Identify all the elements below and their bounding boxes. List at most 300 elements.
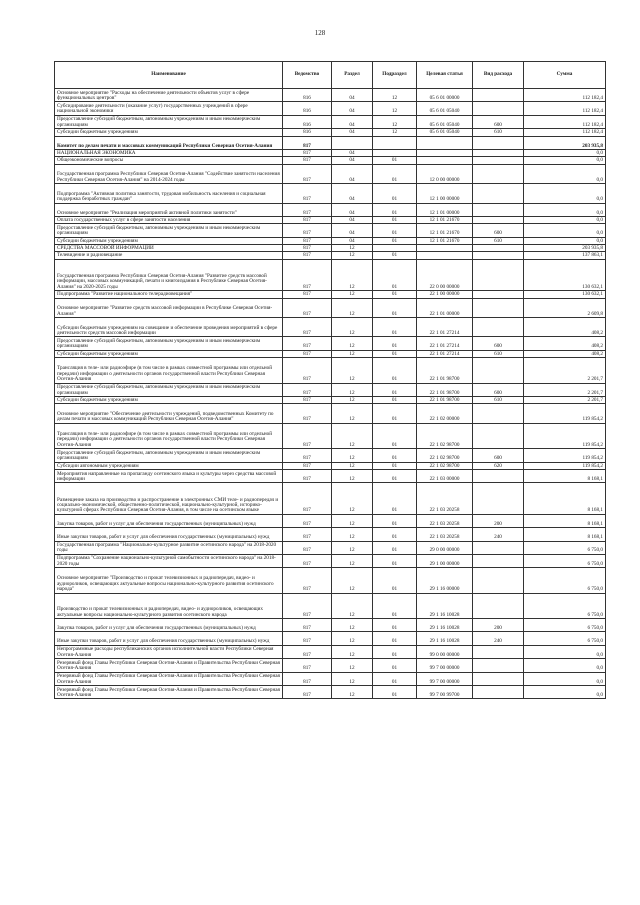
cell-name: Предоставление субсидий бюджетным, автономным учреждениям и иным некоммерческим организациям [55, 449, 283, 462]
cell-sum: 0,0 [524, 645, 606, 658]
cell-target: 12 1 01 21670 [417, 216, 473, 223]
cell-section: 04 [332, 224, 373, 237]
cell-subsection: 01 [373, 252, 417, 259]
cell-expense [473, 216, 524, 223]
cell-name: Субсидирование деятельности (оказание услуг) государственных учреждений в сфере национальной экономики [55, 102, 283, 115]
cell-expense [473, 686, 524, 699]
table-row [55, 136, 606, 149]
cell-expense: 200 [473, 619, 524, 632]
cell-dept: 817 [283, 216, 332, 223]
cell-subsection: 01 [373, 483, 417, 514]
cell-name: Телевидение и радиовещание [55, 252, 283, 259]
cell-name: Резервный фонд Главы Республики Северная Осетия-Алания и Правительства Республики Северная Осетия-Алания [55, 672, 283, 685]
budget-table [54, 61, 606, 699]
cell-section: 12 [332, 659, 373, 672]
cell-dept: 817 [283, 237, 332, 244]
cell-expense [473, 252, 524, 259]
cell-dept: 817 [283, 686, 332, 699]
cell-sum: 0,0 [524, 216, 606, 223]
cell-sum: 2 201,7 [524, 383, 606, 396]
cell-target: 22 1 03 00000 [417, 469, 473, 482]
table-row [55, 203, 606, 216]
table-row [55, 89, 606, 102]
cell-target [417, 252, 473, 259]
cell-expense: 600 [473, 383, 524, 396]
cell-section: 12 [332, 593, 373, 618]
cell-expense: 600 [473, 337, 524, 350]
cell-subsection: 01 [373, 593, 417, 618]
cell-section: 12 [332, 469, 373, 482]
cell-section: 12 [332, 528, 373, 541]
cell-sum: 119 854,2 [524, 462, 606, 469]
cell-subsection: 01 [373, 619, 417, 632]
cell-section: 12 [332, 337, 373, 350]
cell-dept: 817 [283, 632, 332, 645]
cell-expense [473, 483, 524, 514]
cell-subsection: 01 [373, 318, 417, 337]
cell-expense [473, 358, 524, 383]
cell-name: Иные закупки товаров, работ и услуг для обеспечения государственных (муниципальных) нужд [55, 528, 283, 541]
cell-subsection: 01 [373, 216, 417, 223]
cell-subsection [373, 245, 417, 252]
cell-sum: 0,0 [524, 224, 606, 237]
cell-expense: 240 [473, 632, 524, 645]
cell-expense: 240 [473, 528, 524, 541]
cell-dept: 817 [283, 568, 332, 593]
table-row [55, 423, 606, 448]
cell-target: 22 1 02 98700 [417, 449, 473, 462]
table-row [55, 350, 606, 357]
cell-subsection: 01 [373, 396, 417, 403]
table-row [55, 514, 606, 527]
cell-subsection [373, 136, 417, 149]
cell-section: 04 [332, 157, 373, 164]
cell-target: 29 1 16 00000 [417, 568, 473, 593]
cell-name: Основное мероприятие "Реализация мероприятий активной политики занятости" [55, 203, 283, 216]
cell-name: Субсидии бюджетным учреждениям на совещание и обеспечение проведения мероприятий в сфере деятельности средств массовой информации [55, 318, 283, 337]
cell-sum: 0,0 [524, 184, 606, 203]
cell-subsection: 01 [373, 554, 417, 567]
table-row [55, 358, 606, 383]
cell-expense [473, 298, 524, 317]
cell-dept: 817 [283, 483, 332, 514]
cell-name: Субсидии бюджетным учреждениям [55, 350, 283, 357]
cell-name: Основное мероприятие "Обеспечение деятельности учреждений, подведомственных Комитету по делам печати и массовых коммуникаций Республики Северная Осетия-Алания" [55, 404, 283, 423]
table-row [55, 469, 606, 482]
cell-dept: 817 [283, 541, 332, 554]
table-row [55, 462, 606, 469]
table-row [55, 593, 606, 618]
cell-dept: 817 [283, 291, 332, 298]
cell-subsection: 01 [373, 337, 417, 350]
cell-dept: 817 [283, 396, 332, 403]
cell-dept: 817 [283, 593, 332, 618]
cell-sum: 130 632,1 [524, 291, 606, 298]
cell-target: 22 1 01 98700 [417, 396, 473, 403]
table-row [55, 259, 606, 290]
cell-name: Основное мероприятие "Развитие средств массовой информации в Республике Северная Осетия-Алания" [55, 298, 283, 317]
cell-expense: 200 [473, 514, 524, 527]
header-target: Целевая статья [417, 62, 473, 89]
table-row [55, 216, 606, 223]
cell-section: 04 [332, 216, 373, 223]
cell-subsection: 01 [373, 528, 417, 541]
cell-expense [473, 404, 524, 423]
cell-dept: 817 [283, 514, 332, 527]
table-row [55, 383, 606, 396]
cell-dept: 816 [283, 89, 332, 102]
cell-name: Субсидии бюджетным учреждениям [55, 396, 283, 403]
cell-subsection: 01 [373, 157, 417, 164]
cell-section: 12 [332, 541, 373, 554]
cell-sum: 0,0 [524, 149, 606, 156]
cell-target: 99 7 00 00000 [417, 672, 473, 685]
table-row [55, 632, 606, 645]
cell-target: 22 1 01 27214 [417, 350, 473, 357]
cell-target: 22 1 03 20258 [417, 514, 473, 527]
cell-subsection: 01 [373, 164, 417, 183]
cell-dept: 817 [283, 619, 332, 632]
cell-dept: 817 [283, 318, 332, 337]
cell-subsection: 01 [373, 423, 417, 448]
cell-target: 22 1 03 20258 [417, 483, 473, 514]
cell-sum: 6 750,0 [524, 619, 606, 632]
cell-expense: 600 [473, 115, 524, 128]
cell-sum: 8 168,1 [524, 514, 606, 527]
cell-dept: 816 [283, 129, 332, 136]
cell-target: 12 1 01 21670 [417, 224, 473, 237]
cell-section: 12 [332, 396, 373, 403]
cell-sum: 8 168,1 [524, 483, 606, 514]
cell-expense: 600 [473, 224, 524, 237]
cell-expense [473, 541, 524, 554]
cell-sum: 203 935,8 [524, 136, 606, 149]
table-row [55, 237, 606, 244]
cell-name: Предоставление субсидий бюджетным, автономным учреждениям и иным некоммерческим организациям [55, 337, 283, 350]
cell-subsection: 01 [373, 514, 417, 527]
table-row [55, 291, 606, 298]
table-row [55, 568, 606, 593]
cell-expense [473, 659, 524, 672]
cell-dept: 817 [283, 528, 332, 541]
cell-section: 12 [332, 672, 373, 685]
cell-expense [473, 89, 524, 102]
table-row [55, 672, 606, 685]
table-row [55, 102, 606, 115]
cell-target: 99 7 00 00000 [417, 659, 473, 672]
cell-sum: 0,0 [524, 203, 606, 216]
cell-name: Подпрограмма "Развитие национального телерадиовещания" [55, 291, 283, 298]
cell-dept: 817 [283, 164, 332, 183]
cell-sum: 203 935,8 [524, 245, 606, 252]
table-row [55, 184, 606, 203]
cell-expense [473, 554, 524, 567]
cell-subsection: 01 [373, 659, 417, 672]
cell-target: 22 1 02 00000 [417, 404, 473, 423]
cell-dept: 817 [283, 404, 332, 423]
table-row [55, 541, 606, 554]
header-expense: Вид расхода [473, 62, 524, 89]
cell-subsection: 01 [373, 686, 417, 699]
cell-expense [473, 245, 524, 252]
cell-section: 12 [332, 449, 373, 462]
cell-target: 22 1 01 00000 [417, 298, 473, 317]
cell-name: НАЦИОНАЛЬНАЯ ЭКОНОМИКА [55, 149, 283, 156]
table-row [55, 115, 606, 128]
cell-sum: 2 201,7 [524, 358, 606, 383]
cell-sum: 6 750,0 [524, 568, 606, 593]
cell-expense [473, 102, 524, 115]
cell-expense [473, 318, 524, 337]
cell-target: 22 1 01 27214 [417, 318, 473, 337]
cell-section: 12 [332, 252, 373, 259]
header-section: Раздел [332, 62, 373, 89]
cell-section [332, 136, 373, 149]
cell-section: 12 [332, 568, 373, 593]
cell-name: Подпрограмма "Сохранение национально-культурной самобытности осетинского народа" на 2018-2020 годы [55, 554, 283, 567]
cell-subsection: 12 [373, 129, 417, 136]
table-row [55, 252, 606, 259]
header-subsection: Подраздел [373, 62, 417, 89]
cell-sum: 119 854,2 [524, 449, 606, 462]
cell-section: 12 [332, 645, 373, 658]
cell-sum: 112 182,4 [524, 129, 606, 136]
table-row [55, 224, 606, 237]
cell-section: 12 [332, 291, 373, 298]
cell-target: 29 1 00 00000 [417, 554, 473, 567]
cell-target: 05 6 01 05040 [417, 115, 473, 128]
cell-name: Субсидии автономным учреждениям [55, 462, 283, 469]
cell-section: 12 [332, 686, 373, 699]
cell-dept: 817 [283, 449, 332, 462]
cell-sum: 6 750,0 [524, 593, 606, 618]
cell-name: Производство и прокат телевизионных и радиопередач, видео- и аудиороликов, освещающих актуальные вопросы национально-культурного развития осетинского народа [55, 593, 283, 618]
cell-sum: 6 750,0 [524, 632, 606, 645]
cell-expense: 610 [473, 396, 524, 403]
cell-name: Предоставление субсидий бюджетным, автономным учреждениям и иным некоммерческим организациям [55, 115, 283, 128]
header-name: Наименование [55, 62, 283, 89]
cell-target: 99 7 00 99700 [417, 686, 473, 699]
cell-section: 04 [332, 184, 373, 203]
cell-subsection: 01 [373, 184, 417, 203]
cell-sum: 130 632,1 [524, 259, 606, 290]
header-dept: Ведомство [283, 62, 332, 89]
table-row [55, 686, 606, 699]
cell-dept: 817 [283, 645, 332, 658]
cell-target: 29 1 16 10028 [417, 593, 473, 618]
cell-sum: 112 182,4 [524, 115, 606, 128]
table-row [55, 396, 606, 403]
table-row [55, 337, 606, 350]
cell-name: Размещение заказа на производство и распространение в электронных СМИ теле- и радиопередач и социально-экономической, общественно-политической, национально-культурной, историко-культурной сферах Республики Северная Осетия-Алания, в том числе на осетинском языке [55, 483, 283, 514]
cell-dept: 817 [283, 136, 332, 149]
cell-dept: 817 [283, 462, 332, 469]
cell-expense [473, 469, 524, 482]
cell-subsection: 01 [373, 259, 417, 290]
cell-target: 05 6 01 05040 [417, 102, 473, 115]
cell-sum: 2 201,7 [524, 396, 606, 403]
cell-section: 04 [332, 164, 373, 183]
cell-expense [473, 672, 524, 685]
cell-section: 12 [332, 554, 373, 567]
cell-name: Комитет по делам печати и массовых коммуникаций Республики Северная Осетия-Алания [55, 136, 283, 149]
cell-dept: 817 [283, 337, 332, 350]
cell-subsection [373, 149, 417, 156]
cell-section: 12 [332, 423, 373, 448]
cell-sum: 0,0 [524, 672, 606, 685]
cell-section: 12 [332, 462, 373, 469]
cell-subsection: 01 [373, 358, 417, 383]
table-row [55, 449, 606, 462]
cell-sum: 0,0 [524, 164, 606, 183]
cell-dept: 817 [283, 259, 332, 290]
cell-section: 12 [332, 632, 373, 645]
cell-dept: 817 [283, 469, 332, 482]
cell-expense [473, 184, 524, 203]
cell-dept: 817 [283, 252, 332, 259]
cell-target [417, 136, 473, 149]
table-row [55, 404, 606, 423]
cell-expense [473, 291, 524, 298]
cell-sum: 0,0 [524, 659, 606, 672]
cell-dept: 817 [283, 224, 332, 237]
cell-subsection: 01 [373, 469, 417, 482]
cell-sum: 112 182,4 [524, 102, 606, 115]
cell-sum: 8 168,1 [524, 528, 606, 541]
table-row [55, 554, 606, 567]
cell-expense: 620 [473, 462, 524, 469]
cell-sum: 0,0 [524, 686, 606, 699]
cell-subsection: 01 [373, 672, 417, 685]
cell-target: 22 1 02 98700 [417, 462, 473, 469]
cell-subsection: 01 [373, 383, 417, 396]
cell-dept: 817 [283, 423, 332, 448]
cell-sum: 408,2 [524, 337, 606, 350]
cell-target [417, 245, 473, 252]
cell-name: Закупка товаров, работ и услуг для обеспечения государственных (муниципальных) нужд [55, 619, 283, 632]
cell-dept: 817 [283, 157, 332, 164]
cell-target: 22 1 01 27214 [417, 337, 473, 350]
cell-sum: 6 750,0 [524, 541, 606, 554]
cell-expense: 610 [473, 237, 524, 244]
cell-name: Государственная программа "Национально-культурное развитие осетинского народа" на 2018-2020 годы [55, 541, 283, 554]
cell-subsection: 12 [373, 89, 417, 102]
cell-target: 29 1 16 10028 [417, 619, 473, 632]
cell-name: СРЕДСТВА МАССОВОЙ ИНФОРМАЦИИ [55, 245, 283, 252]
cell-subsection: 01 [373, 404, 417, 423]
cell-subsection: 01 [373, 449, 417, 462]
cell-name: Непрограммные расходы республиканских органов исполнительной власти Республики Северная Осетия-Алания [55, 645, 283, 658]
cell-section: 04 [332, 89, 373, 102]
cell-target: 12 0 00 00000 [417, 164, 473, 183]
cell-sum: 2 609,8 [524, 298, 606, 317]
cell-name: Трансляция в теле- или радиоэфире (в том числе в рамках совместной программы или отдельной передачи) информации о деятельности органов государственной власти Республики Северная Осетия-Алания [55, 423, 283, 448]
cell-sum: 119 854,2 [524, 423, 606, 448]
cell-sum: 408,2 [524, 350, 606, 357]
cell-dept: 817 [283, 184, 332, 203]
cell-subsection: 01 [373, 462, 417, 469]
cell-subsection: 01 [373, 568, 417, 593]
cell-section: 04 [332, 129, 373, 136]
cell-sum: 408,2 [524, 318, 606, 337]
cell-expense [473, 149, 524, 156]
cell-section: 12 [332, 383, 373, 396]
cell-section: 04 [332, 102, 373, 115]
table-row [55, 164, 606, 183]
cell-target: 12 1 00 00000 [417, 184, 473, 203]
cell-target: 05 6 01 05040 [417, 129, 473, 136]
cell-target: 29 1 16 10028 [417, 632, 473, 645]
cell-dept: 817 [283, 358, 332, 383]
cell-target: 22 1 01 98700 [417, 383, 473, 396]
cell-section: 04 [332, 115, 373, 128]
cell-name: Предоставление субсидий бюджетным, автономным учреждениям и иным некоммерческим организациям [55, 383, 283, 396]
cell-dept: 817 [283, 245, 332, 252]
cell-section: 12 [332, 318, 373, 337]
table-body [55, 89, 606, 699]
cell-subsection: 01 [373, 237, 417, 244]
cell-target: 22 1 03 20258 [417, 528, 473, 541]
cell-subsection: 01 [373, 298, 417, 317]
cell-dept: 816 [283, 115, 332, 128]
cell-name: Трансляция в теле- или радиоэфире (в том числе в рамках совместной программы или отдельной передачи) информации о деятельности органов государственной власти Республики Северная Осетия-Алания [55, 358, 283, 383]
cell-subsection: 01 [373, 632, 417, 645]
cell-name: Общеэкономические вопросы [55, 157, 283, 164]
table-row [55, 318, 606, 337]
cell-expense [473, 136, 524, 149]
cell-expense [473, 423, 524, 448]
cell-target: 12 1 01 00000 [417, 203, 473, 216]
cell-expense [473, 164, 524, 183]
cell-name: Закупка товаров, работ и услуг для обеспечения государственных (муниципальных) нужд [55, 514, 283, 527]
cell-name: Иные закупки товаров, работ и услуг для обеспечения государственных (муниципальных) нужд [55, 632, 283, 645]
cell-section: 12 [332, 358, 373, 383]
cell-name: Государственная программа Республики Северная Осетия-Алания "Содействие занятости населения Республики Северная Осетия-Алания" на 2014-2024 годы [55, 164, 283, 183]
cell-target: 05 6 01 00000 [417, 89, 473, 102]
cell-expense [473, 593, 524, 618]
cell-subsection: 01 [373, 541, 417, 554]
cell-target: 12 1 01 21670 [417, 237, 473, 244]
cell-target: 99 0 00 00000 [417, 645, 473, 658]
cell-section: 04 [332, 203, 373, 216]
cell-name: Предоставление субсидий бюджетным, автономным учреждениям и иным некоммерческим организациям [55, 224, 283, 237]
table-header-row [55, 62, 606, 89]
cell-expense [473, 259, 524, 290]
page-number: 128 [314, 29, 326, 37]
cell-subsection: 01 [373, 645, 417, 658]
cell-expense: 600 [473, 449, 524, 462]
cell-section: 04 [332, 237, 373, 244]
cell-dept: 817 [283, 203, 332, 216]
table-row [55, 245, 606, 252]
cell-expense [473, 157, 524, 164]
cell-sum: 0,0 [524, 157, 606, 164]
cell-subsection: 01 [373, 224, 417, 237]
cell-subsection: 01 [373, 291, 417, 298]
cell-dept: 817 [283, 554, 332, 567]
cell-dept: 817 [283, 659, 332, 672]
cell-section: 12 [332, 483, 373, 514]
cell-dept: 817 [283, 298, 332, 317]
table-row [55, 483, 606, 514]
cell-target: 22 1 02 98700 [417, 423, 473, 448]
cell-dept: 816 [283, 102, 332, 115]
cell-target: 22 1 01 98700 [417, 358, 473, 383]
cell-sum: 6 750,0 [524, 554, 606, 567]
cell-subsection: 01 [373, 350, 417, 357]
table-row [55, 149, 606, 156]
table-row [55, 659, 606, 672]
